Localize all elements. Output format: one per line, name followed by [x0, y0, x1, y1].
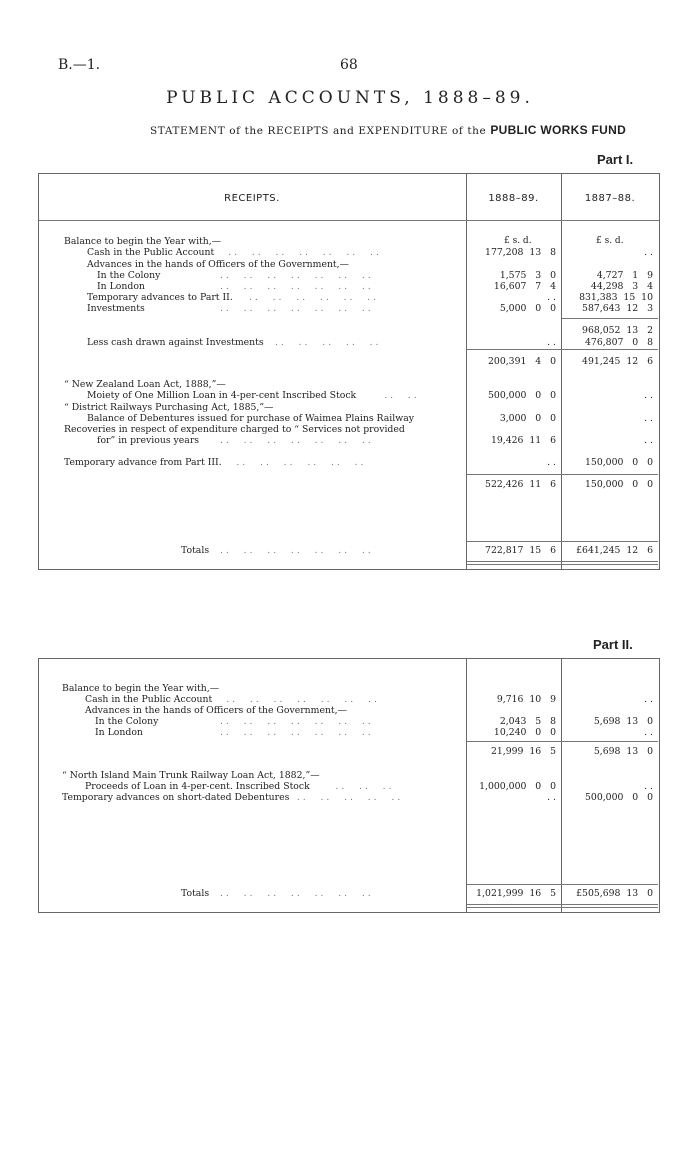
- amount-col-b: . .: [644, 413, 653, 424]
- part-2-divider-b: [561, 658, 562, 913]
- row-label: Balance to begin the Year with,—: [62, 683, 220, 694]
- amount-col-b: . .: [644, 435, 653, 446]
- amount-col-b: . .: [644, 390, 653, 401]
- row-label: Investments: [87, 303, 145, 314]
- amount-col-a: 522,426 11 6: [485, 479, 556, 490]
- row-label: “ District Railways Purchasing Act, 1885,”—: [64, 402, 274, 413]
- rule: [467, 541, 658, 542]
- row-label: In London: [97, 281, 145, 292]
- lsd-header-b: £ s. d.: [596, 236, 624, 246]
- amount-col-b: 968,052 13 2: [582, 325, 653, 336]
- part-2-label: Part II.: [593, 637, 633, 652]
- page-title: PUBLIC ACCOUNTS, 1888–89.: [166, 88, 534, 108]
- row-label: In the Colony: [97, 270, 161, 281]
- amount-col-b: 4,727 1 9: [596, 270, 653, 281]
- row-label: Advances in the hands of Officers of the Government,—: [85, 705, 347, 716]
- dot-leader: . . . . . . . . . .: [296, 792, 416, 803]
- amount-col-b: . .: [644, 247, 653, 258]
- page-number: 68: [340, 57, 358, 73]
- rule: [467, 884, 658, 885]
- amount-col-a: 200,391 4 0: [487, 356, 556, 367]
- part-2-divider-a: [466, 658, 467, 913]
- row-label: Temporary advances to Part II.: [87, 292, 233, 303]
- part-1-header-rule: [38, 220, 659, 221]
- row-label: Recoveries in respect of expenditure charged to “ Services not provided: [64, 424, 405, 435]
- amount-col-a: 1,575 3 0: [499, 270, 556, 281]
- amount-col-a: 1,021,999 16 5: [476, 888, 556, 899]
- amount-col-b: 5,698 13 0: [593, 716, 653, 727]
- rule: [467, 741, 658, 742]
- row-label: In the Colony: [95, 716, 159, 727]
- row-label: Moiety of One Million Loan in 4-per-cent Inscribed Stock: [87, 390, 357, 401]
- amount-col-b: 150,000 0 0: [584, 457, 653, 468]
- amount-col-a: 5,000 0 0: [499, 303, 556, 314]
- part-1-label: Part I.: [597, 152, 634, 167]
- part-1-table: [38, 173, 660, 570]
- amount-col-b: 831,383 15 10: [579, 292, 653, 303]
- amount-col-b: . .: [644, 694, 653, 705]
- dot-leader: . . . . . . . . . . . . . .: [220, 303, 386, 314]
- rule: [467, 349, 658, 350]
- dot-leader: . . . . . . . . . . . . . .: [220, 435, 386, 446]
- amount-col-a: . .: [547, 337, 556, 348]
- amount-col-a: 16,607 7 4: [493, 281, 556, 292]
- row-label: Less cash drawn against Investments: [87, 337, 264, 348]
- amount-col-a: . .: [547, 792, 556, 803]
- amount-col-a: 10,240 0 0: [493, 727, 556, 738]
- rule: [467, 474, 658, 475]
- statement-subtitle: [150, 123, 626, 137]
- amount-col-a: 722,817 15 6: [485, 545, 556, 556]
- dot-leader: . . . . . . . . . . . . . .: [220, 888, 386, 899]
- amount-col-a: 1,000,000 0 0: [479, 781, 556, 792]
- document-reference: B.—1.: [58, 57, 101, 73]
- col-1887-88-heading: 1887–88.: [584, 193, 636, 204]
- dot-leader: . . . . . . . . . . . .: [249, 292, 391, 303]
- amount-col-a: 21,999 16 5: [490, 746, 556, 757]
- rule: [562, 318, 658, 319]
- amount-col-b: . .: [644, 781, 653, 792]
- amount-col-a: . .: [547, 292, 556, 303]
- row-label: Temporary advances on short-dated Debentures: [62, 792, 290, 803]
- dot-leader: . . . . . . . . . . . . . .: [220, 545, 386, 556]
- dot-leader: . . . . . . . . . . . . . .: [220, 281, 386, 292]
- part-1-divider-a: [466, 173, 467, 570]
- row-label: Cash in the Public Account: [87, 247, 215, 258]
- subtitle-prefix: STATEMENT of the RECEIPTS and EXPENDITURE of the: [150, 125, 487, 137]
- amount-col-a: 177,208 13 8: [485, 247, 556, 258]
- row-label: Balance to begin the Year with,—: [64, 236, 222, 247]
- amount-col-a: 2,043 5 8: [499, 716, 556, 727]
- amount-col-b: £505,698 13 0: [576, 888, 653, 899]
- row-label: “ North Island Main Trunk Railway Loan Act, 1882,”—: [62, 770, 320, 781]
- dot-leader: . . . . . .: [335, 781, 407, 792]
- col-1888-89-heading: 1888–89.: [488, 193, 539, 204]
- dot-leader: . . . . . . . . . . . . . .: [228, 247, 394, 258]
- dot-leader: . . . .: [384, 390, 432, 401]
- col-receipts-heading: RECEIPTS.: [224, 193, 280, 204]
- amount-col-b: 587,643 12 3: [582, 303, 653, 314]
- amount-col-a: 9,716 10 9: [496, 694, 556, 705]
- dot-leader: . . . . . . . . . .: [275, 337, 394, 348]
- amount-col-b: 476,807 0 8: [584, 337, 653, 348]
- amount-col-b: 491,245 12 6: [582, 356, 653, 367]
- row-label: Advances in the hands of Officers of the Government,—: [87, 259, 349, 270]
- lsd-header-a: £ s. d.: [504, 236, 532, 246]
- amount-col-a: . .: [547, 457, 556, 468]
- dot-leader: . . . . . . . . . . . . . .: [226, 694, 392, 705]
- part-1-divider-b: [561, 173, 562, 570]
- row-label: Temporary advance from Part III.: [64, 457, 222, 468]
- dot-leader: . . . . . . . . . . . . . .: [220, 270, 386, 281]
- dot-leader: . . . . . . . . . . . .: [236, 457, 379, 468]
- rule: [467, 561, 658, 562]
- row-label: Proceeds of Loan in 4-per-cent. Inscribed Stock: [85, 781, 310, 792]
- amount-col-b: £641,245 12 6: [576, 545, 653, 556]
- amount-col-b: 150,000 0 0: [584, 479, 653, 490]
- row-label: Cash in the Public Account: [85, 694, 213, 705]
- amount-col-a: 3,000 0 0: [499, 413, 556, 424]
- dot-leader: . . . . . . . . . . . . . .: [220, 716, 386, 727]
- amount-col-a: 19,426 11 6: [490, 435, 556, 446]
- rule: [467, 564, 658, 565]
- amount-col-b: . .: [644, 727, 653, 738]
- row-label: Balance of Debentures issued for purchase of Waimea Plains Railway: [87, 413, 415, 424]
- row-label: Totals: [181, 545, 210, 556]
- row-label: Totals: [181, 888, 210, 899]
- row-label: for” in previous years: [97, 435, 200, 446]
- dot-leader: . . . . . . . . . . . . . .: [220, 727, 386, 738]
- row-label: “ New Zealand Loan Act, 1888,”—: [64, 379, 226, 390]
- rule: [467, 904, 658, 905]
- row-label: In London: [95, 727, 143, 738]
- amount-col-b: 44,298 3 4: [590, 281, 653, 292]
- fund-name: PUBLIC WORKS FUND: [490, 123, 627, 137]
- amount-col-b: 5,698 13 0: [593, 746, 653, 757]
- rule: [467, 907, 658, 908]
- amount-col-b: 500,000 0 0: [584, 792, 653, 803]
- amount-col-a: 500,000 0 0: [487, 390, 556, 401]
